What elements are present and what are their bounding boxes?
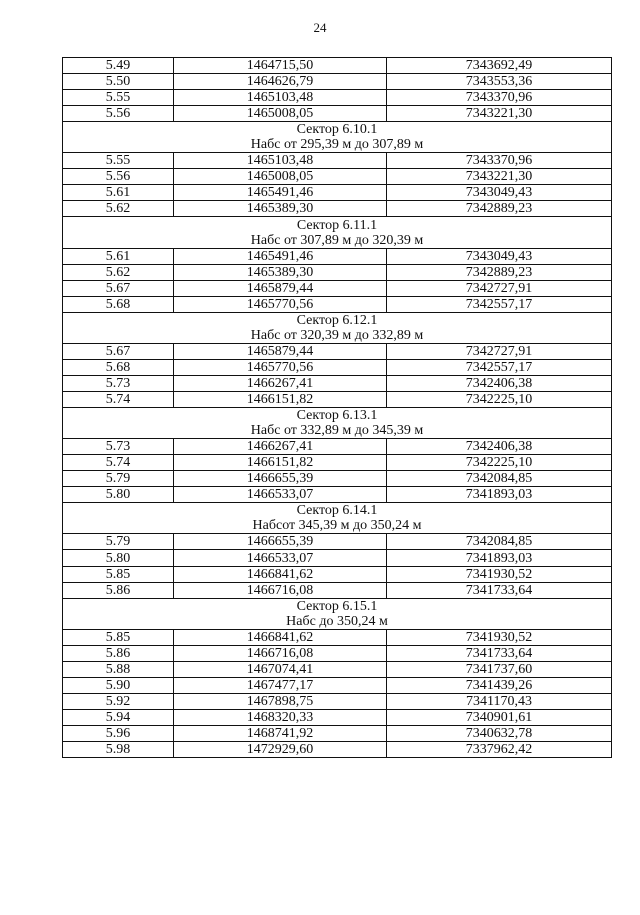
- x-coordinate-cell: 1466151,82: [174, 391, 387, 407]
- x-coordinate-cell: 1466151,82: [174, 455, 387, 471]
- sector-title: Сектор 6.15.1: [63, 598, 612, 614]
- point-number-cell: 5.74: [63, 455, 174, 471]
- point-number-cell: 5.56: [63, 169, 174, 185]
- table-row: [63, 693, 612, 709]
- x-coordinate-cell: 1464626,79: [174, 74, 387, 90]
- table-row: [63, 487, 612, 503]
- y-coordinate-cell: 7341893,03: [387, 550, 612, 566]
- x-coordinate-cell: 1466716,08: [174, 582, 387, 598]
- point-number-cell: 5.85: [63, 629, 174, 645]
- table-row: [63, 201, 612, 217]
- table-row: [63, 248, 612, 264]
- x-coordinate-cell: 1467477,17: [174, 677, 387, 693]
- sector-title-row: [63, 503, 612, 519]
- point-number-cell: 5.62: [63, 201, 174, 217]
- table-row: [63, 58, 612, 74]
- x-coordinate-cell: 1472929,60: [174, 742, 387, 758]
- y-coordinate-cell: 7343370,96: [387, 90, 612, 106]
- y-coordinate-cell: 7342084,85: [387, 534, 612, 550]
- point-number-cell: 5.88: [63, 661, 174, 677]
- table-row: [63, 153, 612, 169]
- sector-title: Сектор 6.13.1: [63, 408, 612, 424]
- y-coordinate-cell: 7343221,30: [387, 169, 612, 185]
- point-number-cell: 5.94: [63, 709, 174, 725]
- y-coordinate-cell: 7342225,10: [387, 391, 612, 407]
- point-number-cell: 5.96: [63, 725, 174, 741]
- y-coordinate-cell: 7341737,60: [387, 661, 612, 677]
- sector-range-row: [63, 518, 612, 534]
- sector-title-row: [63, 598, 612, 614]
- x-coordinate-cell: 1465008,05: [174, 106, 387, 122]
- sector-title: Сектор 6.10.1: [63, 122, 612, 138]
- table-row: [63, 566, 612, 582]
- sector-title-row: [63, 217, 612, 233]
- sector-range: Набс от 307,89 м до 320,39 м: [63, 233, 612, 249]
- y-coordinate-cell: 7341170,43: [387, 693, 612, 709]
- y-coordinate-cell: 7343692,49: [387, 58, 612, 74]
- x-coordinate-cell: 1465491,46: [174, 185, 387, 201]
- x-coordinate-cell: 1467898,75: [174, 693, 387, 709]
- y-coordinate-cell: 7342406,38: [387, 375, 612, 391]
- point-number-cell: 5.73: [63, 439, 174, 455]
- y-coordinate-cell: 7337962,42: [387, 742, 612, 758]
- table-row: [63, 185, 612, 201]
- y-coordinate-cell: 7342889,23: [387, 264, 612, 280]
- x-coordinate-cell: 1465879,44: [174, 343, 387, 359]
- x-coordinate-cell: 1465103,48: [174, 90, 387, 106]
- x-coordinate-cell: 1465103,48: [174, 153, 387, 169]
- x-coordinate-cell: 1465008,05: [174, 169, 387, 185]
- point-number-cell: 5.62: [63, 264, 174, 280]
- x-coordinate-cell: 1465389,30: [174, 264, 387, 280]
- y-coordinate-cell: 7343370,96: [387, 153, 612, 169]
- table-row: [63, 550, 612, 566]
- point-number-cell: 5.80: [63, 487, 174, 503]
- x-coordinate-cell: 1466267,41: [174, 375, 387, 391]
- x-coordinate-cell: 1466841,62: [174, 566, 387, 582]
- table-row: [63, 90, 612, 106]
- sector-range: Набс от 332,89 м до 345,39 м: [63, 423, 612, 439]
- table-row: [63, 74, 612, 90]
- sector-range: Набс от 295,39 м до 307,89 м: [63, 137, 612, 153]
- sector-title-row: [63, 408, 612, 424]
- table-row: [63, 455, 612, 471]
- point-number-cell: 5.67: [63, 280, 174, 296]
- table-row: [63, 742, 612, 758]
- table-row: [63, 375, 612, 391]
- table-row: [63, 629, 612, 645]
- point-number-cell: 5.92: [63, 693, 174, 709]
- sector-range-row: [63, 233, 612, 249]
- sector-title: Сектор 6.11.1: [63, 217, 612, 233]
- sector-range-row: [63, 137, 612, 153]
- y-coordinate-cell: 7342406,38: [387, 439, 612, 455]
- y-coordinate-cell: 7342727,91: [387, 280, 612, 296]
- point-number-cell: 5.55: [63, 153, 174, 169]
- table-row: [63, 343, 612, 359]
- point-number-cell: 5.50: [63, 74, 174, 90]
- point-number-cell: 5.56: [63, 106, 174, 122]
- x-coordinate-cell: 1468741,92: [174, 725, 387, 741]
- table-row: [63, 439, 612, 455]
- coordinates-table-body: [63, 58, 612, 758]
- sector-title: Сектор 6.14.1: [63, 503, 612, 519]
- y-coordinate-cell: 7340632,78: [387, 725, 612, 741]
- y-coordinate-cell: 7340901,61: [387, 709, 612, 725]
- y-coordinate-cell: 7342084,85: [387, 471, 612, 487]
- y-coordinate-cell: 7342225,10: [387, 455, 612, 471]
- point-number-cell: 5.85: [63, 566, 174, 582]
- table-row: [63, 264, 612, 280]
- y-coordinate-cell: 7341930,52: [387, 629, 612, 645]
- x-coordinate-cell: 1467074,41: [174, 661, 387, 677]
- y-coordinate-cell: 7343049,43: [387, 248, 612, 264]
- y-coordinate-cell: 7342557,17: [387, 296, 612, 312]
- x-coordinate-cell: 1465491,46: [174, 248, 387, 264]
- point-number-cell: 5.55: [63, 90, 174, 106]
- x-coordinate-cell: 1465770,56: [174, 359, 387, 375]
- x-coordinate-cell: 1466655,39: [174, 534, 387, 550]
- table-row: [63, 645, 612, 661]
- point-number-cell: 5.73: [63, 375, 174, 391]
- table-row: [63, 106, 612, 122]
- table-row: [63, 169, 612, 185]
- table-row: [63, 534, 612, 550]
- table-row: [63, 471, 612, 487]
- sector-range-row: [63, 423, 612, 439]
- y-coordinate-cell: 7341893,03: [387, 487, 612, 503]
- x-coordinate-cell: 1466655,39: [174, 471, 387, 487]
- x-coordinate-cell: 1466533,07: [174, 487, 387, 503]
- y-coordinate-cell: 7343553,36: [387, 74, 612, 90]
- sector-title: Сектор 6.12.1: [63, 312, 612, 328]
- y-coordinate-cell: 7341733,64: [387, 645, 612, 661]
- sector-title-row: [63, 312, 612, 328]
- point-number-cell: 5.79: [63, 471, 174, 487]
- point-number-cell: 5.86: [63, 645, 174, 661]
- table-row: [63, 280, 612, 296]
- x-coordinate-cell: 1465770,56: [174, 296, 387, 312]
- x-coordinate-cell: 1466841,62: [174, 629, 387, 645]
- coordinates-table: [62, 57, 612, 758]
- y-coordinate-cell: 7343221,30: [387, 106, 612, 122]
- y-coordinate-cell: 7341439,26: [387, 677, 612, 693]
- y-coordinate-cell: 7342727,91: [387, 343, 612, 359]
- point-number-cell: 5.61: [63, 248, 174, 264]
- table-row: [63, 661, 612, 677]
- table-row: [63, 709, 612, 725]
- table-row: [63, 391, 612, 407]
- x-coordinate-cell: 1465389,30: [174, 201, 387, 217]
- table-row: [63, 296, 612, 312]
- point-number-cell: 5.90: [63, 677, 174, 693]
- x-coordinate-cell: 1466533,07: [174, 550, 387, 566]
- sector-range-row: [63, 328, 612, 344]
- table-row: [63, 677, 612, 693]
- point-number-cell: 5.68: [63, 296, 174, 312]
- sector-range: Набсот 345,39 м до 350,24 м: [63, 518, 612, 534]
- table-row: [63, 582, 612, 598]
- sector-range-row: [63, 614, 612, 630]
- x-coordinate-cell: 1466267,41: [174, 439, 387, 455]
- y-coordinate-cell: 7343049,43: [387, 185, 612, 201]
- y-coordinate-cell: 7341930,52: [387, 566, 612, 582]
- x-coordinate-cell: 1468320,33: [174, 709, 387, 725]
- y-coordinate-cell: 7342889,23: [387, 201, 612, 217]
- y-coordinate-cell: 7341733,64: [387, 582, 612, 598]
- point-number-cell: 5.74: [63, 391, 174, 407]
- point-number-cell: 5.80: [63, 550, 174, 566]
- point-number-cell: 5.98: [63, 742, 174, 758]
- x-coordinate-cell: 1464715,50: [174, 58, 387, 74]
- point-number-cell: 5.86: [63, 582, 174, 598]
- point-number-cell: 5.67: [63, 343, 174, 359]
- x-coordinate-cell: 1466716,08: [174, 645, 387, 661]
- y-coordinate-cell: 7342557,17: [387, 359, 612, 375]
- point-number-cell: 5.49: [63, 58, 174, 74]
- table-row: [63, 725, 612, 741]
- table-row: [63, 359, 612, 375]
- point-number-cell: 5.61: [63, 185, 174, 201]
- sector-range: Набс до 350,24 м: [63, 614, 612, 630]
- sector-range: Набс от 320,39 м до 332,89 м: [63, 328, 612, 344]
- page-number: 24: [313, 20, 327, 35]
- point-number-cell: 5.79: [63, 534, 174, 550]
- point-number-cell: 5.68: [63, 359, 174, 375]
- x-coordinate-cell: 1465879,44: [174, 280, 387, 296]
- sector-title-row: [63, 122, 612, 138]
